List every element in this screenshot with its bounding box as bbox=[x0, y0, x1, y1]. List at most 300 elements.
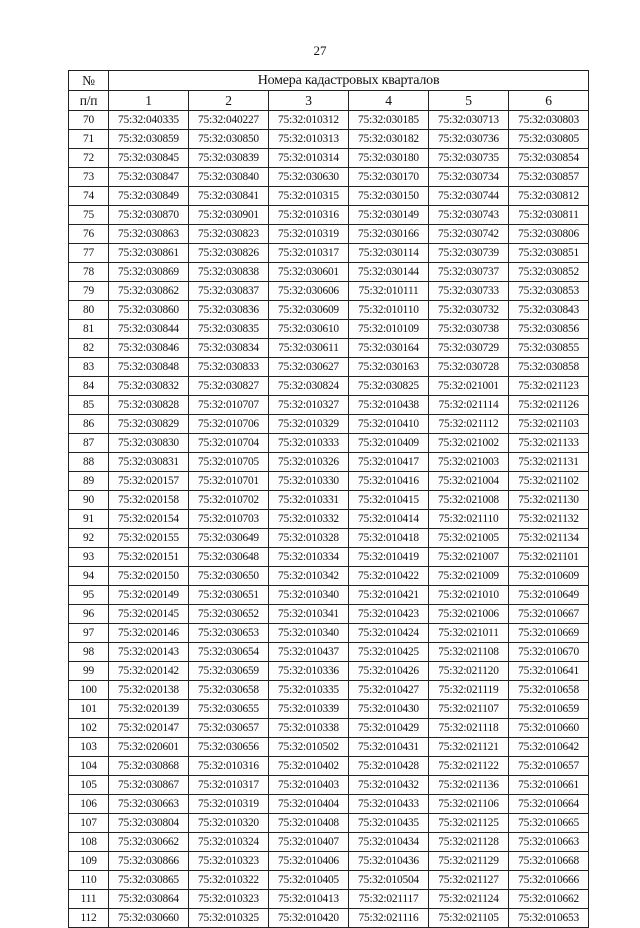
cadastral-number-cell: 75:32:020143 bbox=[109, 643, 189, 662]
table-row bbox=[69, 472, 589, 491]
cadastral-number-cell: 75:32:030850 bbox=[189, 130, 269, 149]
row-number: 105 bbox=[69, 776, 109, 795]
cadastral-number-cell: 75:32:010428 bbox=[349, 757, 429, 776]
cadastral-number-cell: 75:32:010320 bbox=[189, 814, 269, 833]
cadastral-number-cell: 75:32:030144 bbox=[349, 263, 429, 282]
cadastral-number-cell: 75:32:030860 bbox=[109, 301, 189, 320]
cadastral-number-cell: 75:32:030812 bbox=[509, 187, 589, 206]
cadastral-number-cell: 75:32:010403 bbox=[269, 776, 349, 795]
cadastral-number-cell: 75:32:010504 bbox=[349, 871, 429, 890]
cadastral-number-cell: 75:32:030833 bbox=[189, 358, 269, 377]
cadastral-number-cell: 75:32:010424 bbox=[349, 624, 429, 643]
cadastral-number-cell: 75:32:030858 bbox=[509, 358, 589, 377]
cadastral-number-cell: 75:32:030164 bbox=[349, 339, 429, 358]
cadastral-number-cell: 75:32:030166 bbox=[349, 225, 429, 244]
table-row bbox=[69, 225, 589, 244]
cadastral-number-cell: 75:32:021107 bbox=[429, 700, 509, 719]
row-number: 100 bbox=[69, 681, 109, 700]
cadastral-number-cell: 75:32:030185 bbox=[349, 111, 429, 130]
cadastral-number-cell: 75:32:010427 bbox=[349, 681, 429, 700]
row-number: 89 bbox=[69, 472, 109, 491]
cadastral-number-cell: 75:32:021001 bbox=[429, 377, 509, 396]
cadastral-number-cell: 75:32:010707 bbox=[189, 396, 269, 415]
cadastral-number-cell: 75:32:021011 bbox=[429, 624, 509, 643]
cadastral-number-cell: 75:32:030606 bbox=[269, 282, 349, 301]
cadastral-number-cell: 75:32:010649 bbox=[509, 586, 589, 605]
column-header: 4 bbox=[349, 91, 429, 111]
cadastral-number-cell: 75:32:010335 bbox=[269, 681, 349, 700]
column-header: 6 bbox=[509, 91, 589, 111]
cadastral-number-cell: 75:32:010324 bbox=[189, 833, 269, 852]
row-number: 81 bbox=[69, 320, 109, 339]
row-number: 110 bbox=[69, 871, 109, 890]
cadastral-number-cell: 75:32:010659 bbox=[509, 700, 589, 719]
table-row bbox=[69, 624, 589, 643]
cadastral-number-cell: 75:32:021121 bbox=[429, 738, 509, 757]
cadastral-number-cell: 75:32:010332 bbox=[269, 510, 349, 529]
cadastral-number-cell: 75:32:010326 bbox=[269, 453, 349, 472]
row-number: 91 bbox=[69, 510, 109, 529]
cadastral-number-cell: 75:32:010402 bbox=[269, 757, 349, 776]
cadastral-number-cell: 75:32:010340 bbox=[269, 624, 349, 643]
row-number: 80 bbox=[69, 301, 109, 320]
cadastral-number-cell: 75:32:010423 bbox=[349, 605, 429, 624]
cadastral-number-cell: 75:32:030827 bbox=[189, 377, 269, 396]
row-number: 84 bbox=[69, 377, 109, 396]
cadastral-number-cell: 75:32:010406 bbox=[269, 852, 349, 871]
cadastral-number-cell: 75:32:030824 bbox=[269, 377, 349, 396]
cadastral-number-cell: 75:32:020154 bbox=[109, 510, 189, 529]
cadastral-number-cell: 75:32:010662 bbox=[509, 890, 589, 909]
cadastral-number-cell: 75:32:030839 bbox=[189, 149, 269, 168]
row-number: 107 bbox=[69, 814, 109, 833]
column-header: 1 bbox=[109, 91, 189, 111]
cadastral-number-cell: 75:32:030856 bbox=[509, 320, 589, 339]
cadastral-number-cell: 75:32:010420 bbox=[269, 909, 349, 928]
cadastral-number-cell: 75:32:021101 bbox=[509, 548, 589, 567]
cadastral-number-cell: 75:32:010340 bbox=[269, 586, 349, 605]
table-row bbox=[69, 567, 589, 586]
cadastral-number-cell: 75:32:030868 bbox=[109, 757, 189, 776]
cadastral-number-cell: 75:32:010405 bbox=[269, 871, 349, 890]
table-row bbox=[69, 149, 589, 168]
cadastral-number-cell: 75:32:030851 bbox=[509, 244, 589, 263]
cadastral-number-cell: 75:32:030869 bbox=[109, 263, 189, 282]
cadastral-number-cell: 75:32:030836 bbox=[189, 301, 269, 320]
cadastral-number-cell: 75:32:020138 bbox=[109, 681, 189, 700]
row-number: 95 bbox=[69, 586, 109, 605]
cadastral-number-cell: 75:32:010319 bbox=[269, 225, 349, 244]
cadastral-number-cell: 75:32:021009 bbox=[429, 567, 509, 586]
cadastral-number-cell: 75:32:010642 bbox=[509, 738, 589, 757]
cadastral-number-cell: 75:32:030837 bbox=[189, 282, 269, 301]
cadastral-number-cell: 75:32:010111 bbox=[349, 282, 429, 301]
cadastral-number-cell: 75:32:030729 bbox=[429, 339, 509, 358]
cadastral-number-cell: 75:32:030736 bbox=[429, 130, 509, 149]
table-row bbox=[69, 415, 589, 434]
cadastral-number-cell: 75:32:030901 bbox=[189, 206, 269, 225]
row-number: 73 bbox=[69, 168, 109, 187]
row-number: 103 bbox=[69, 738, 109, 757]
cadastral-number-cell: 75:32:030609 bbox=[269, 301, 349, 320]
cadastral-number-cell: 75:32:021003 bbox=[429, 453, 509, 472]
cadastral-number-cell: 75:32:010657 bbox=[509, 757, 589, 776]
cadastral-number-cell: 75:32:010417 bbox=[349, 453, 429, 472]
cadastral-number-cell: 75:32:030825 bbox=[349, 377, 429, 396]
cadastral-number-cell: 75:32:030803 bbox=[509, 111, 589, 130]
cadastral-number-cell: 75:32:021127 bbox=[429, 871, 509, 890]
column-header: 5 bbox=[429, 91, 509, 111]
table-row bbox=[69, 168, 589, 187]
cadastral-number-cell: 75:32:030652 bbox=[189, 605, 269, 624]
row-number: 106 bbox=[69, 795, 109, 814]
cadastral-number-cell: 75:32:010414 bbox=[349, 510, 429, 529]
cadastral-number-cell: 75:32:010408 bbox=[269, 814, 349, 833]
row-number: 112 bbox=[69, 909, 109, 928]
cadastral-number-cell: 75:32:030653 bbox=[189, 624, 269, 643]
row-number: 83 bbox=[69, 358, 109, 377]
cadastral-number-cell: 75:32:030859 bbox=[109, 130, 189, 149]
cadastral-number-cell: 75:32:021132 bbox=[509, 510, 589, 529]
cadastral-number-cell: 75:32:030861 bbox=[109, 244, 189, 263]
table-row bbox=[69, 377, 589, 396]
row-number: 75 bbox=[69, 206, 109, 225]
cadastral-number-cell: 75:32:010334 bbox=[269, 548, 349, 567]
cadastral-number-cell: 75:32:030830 bbox=[109, 434, 189, 453]
cadastral-number-cell: 75:32:010437 bbox=[269, 643, 349, 662]
row-number: 87 bbox=[69, 434, 109, 453]
cadastral-number-cell: 75:32:030862 bbox=[109, 282, 189, 301]
row-number: 70 bbox=[69, 111, 109, 130]
cadastral-number-cell: 75:32:030841 bbox=[189, 187, 269, 206]
table-row bbox=[69, 548, 589, 567]
cadastral-number-cell: 75:32:021110 bbox=[429, 510, 509, 529]
row-number: 102 bbox=[69, 719, 109, 738]
cadastral-number-cell: 75:32:010313 bbox=[269, 130, 349, 149]
cadastral-number-cell: 75:32:010329 bbox=[269, 415, 349, 434]
cadastral-number-cell: 75:32:030149 bbox=[349, 206, 429, 225]
table-row bbox=[69, 396, 589, 415]
cadastral-number-cell: 75:32:010407 bbox=[269, 833, 349, 852]
row-number: 82 bbox=[69, 339, 109, 358]
row-number: 108 bbox=[69, 833, 109, 852]
cadastral-number-cell: 75:32:010333 bbox=[269, 434, 349, 453]
cadastral-number-cell: 75:32:020149 bbox=[109, 586, 189, 605]
cadastral-number-cell: 75:32:010705 bbox=[189, 453, 269, 472]
row-number: 79 bbox=[69, 282, 109, 301]
row-number: 98 bbox=[69, 643, 109, 662]
cadastral-number-cell: 75:32:021112 bbox=[429, 415, 509, 434]
cadastral-number-cell: 75:32:030829 bbox=[109, 415, 189, 434]
cadastral-number-cell: 75:32:020157 bbox=[109, 472, 189, 491]
cadastral-number-cell: 75:32:020142 bbox=[109, 662, 189, 681]
cadastral-number-cell: 75:32:021131 bbox=[509, 453, 589, 472]
cadastral-number-cell: 75:32:030848 bbox=[109, 358, 189, 377]
cadastral-number-cell: 75:32:021126 bbox=[509, 396, 589, 415]
cadastral-number-cell: 75:32:030735 bbox=[429, 149, 509, 168]
cadastral-number-cell: 75:32:010434 bbox=[349, 833, 429, 852]
cadastral-number-cell: 75:32:010317 bbox=[189, 776, 269, 795]
cadastral-number-cell: 75:32:010342 bbox=[269, 567, 349, 586]
table-row bbox=[69, 244, 589, 263]
cadastral-number-cell: 75:32:020601 bbox=[109, 738, 189, 757]
table-row bbox=[69, 909, 589, 928]
cadastral-number-cell: 75:32:010432 bbox=[349, 776, 429, 795]
cadastral-number-cell: 75:32:020146 bbox=[109, 624, 189, 643]
cadastral-number-cell: 75:32:010416 bbox=[349, 472, 429, 491]
cadastral-number-cell: 75:32:010701 bbox=[189, 472, 269, 491]
cadastral-number-cell: 75:32:021118 bbox=[429, 719, 509, 738]
cadastral-number-cell: 75:32:021117 bbox=[349, 890, 429, 909]
cadastral-number-cell: 75:32:021129 bbox=[429, 852, 509, 871]
row-number: 101 bbox=[69, 700, 109, 719]
cadastral-number-cell: 75:32:021108 bbox=[429, 643, 509, 662]
row-number: 93 bbox=[69, 548, 109, 567]
row-number: 92 bbox=[69, 529, 109, 548]
row-number: 86 bbox=[69, 415, 109, 434]
cadastral-number-cell: 75:32:021122 bbox=[429, 757, 509, 776]
cadastral-number-cell: 75:32:021133 bbox=[509, 434, 589, 453]
cadastral-number-cell: 75:32:030739 bbox=[429, 244, 509, 263]
cadastral-number-cell: 75:32:010435 bbox=[349, 814, 429, 833]
cadastral-number-cell: 75:32:010429 bbox=[349, 719, 429, 738]
cadastral-number-cell: 75:32:021006 bbox=[429, 605, 509, 624]
cadastral-number-cell: 75:32:010316 bbox=[269, 206, 349, 225]
cadastral-number-cell: 75:32:030732 bbox=[429, 301, 509, 320]
cadastral-number-cell: 75:32:030744 bbox=[429, 187, 509, 206]
cadastral-number-cell: 75:32:021125 bbox=[429, 814, 509, 833]
cadastral-number-cell: 75:32:030844 bbox=[109, 320, 189, 339]
cadastral-number-cell: 75:32:010702 bbox=[189, 491, 269, 510]
row-number: 77 bbox=[69, 244, 109, 263]
cadastral-number-cell: 75:32:030657 bbox=[189, 719, 269, 738]
cadastral-number-cell: 75:32:010667 bbox=[509, 605, 589, 624]
row-number: 99 bbox=[69, 662, 109, 681]
table-row bbox=[69, 738, 589, 757]
cadastral-number-cell: 75:32:010502 bbox=[269, 738, 349, 757]
cadastral-number-cell: 75:32:030743 bbox=[429, 206, 509, 225]
table-row bbox=[69, 206, 589, 225]
row-number: 72 bbox=[69, 149, 109, 168]
cadastral-number-cell: 75:32:030610 bbox=[269, 320, 349, 339]
cadastral-number-cell: 75:32:030655 bbox=[189, 700, 269, 719]
table-row bbox=[69, 263, 589, 282]
cadastral-number-cell: 75:32:021130 bbox=[509, 491, 589, 510]
cadastral-number-cell: 75:32:010670 bbox=[509, 643, 589, 662]
cadastral-number-cell: 75:32:010438 bbox=[349, 396, 429, 415]
cadastral-number-cell: 75:32:010703 bbox=[189, 510, 269, 529]
cadastral-number-cell: 75:32:030737 bbox=[429, 263, 509, 282]
cadastral-number-cell: 75:32:030180 bbox=[349, 149, 429, 168]
cadastral-number-cell: 75:32:010418 bbox=[349, 529, 429, 548]
table-row bbox=[69, 434, 589, 453]
cadastral-number-cell: 75:32:010436 bbox=[349, 852, 429, 871]
cadastral-number-cell: 75:32:030864 bbox=[109, 890, 189, 909]
table-row bbox=[69, 130, 589, 149]
cadastral-number-cell: 75:32:040227 bbox=[189, 111, 269, 130]
cadastral-number-cell: 75:32:030170 bbox=[349, 168, 429, 187]
table-row bbox=[69, 586, 589, 605]
cadastral-number-cell: 75:32:021124 bbox=[429, 890, 509, 909]
cadastral-number-cell: 75:32:030611 bbox=[269, 339, 349, 358]
cadastral-number-cell: 75:32:030656 bbox=[189, 738, 269, 757]
table-row bbox=[69, 795, 589, 814]
cadastral-number-cell: 75:32:010312 bbox=[269, 111, 349, 130]
cadastral-number-cell: 75:32:010661 bbox=[509, 776, 589, 795]
cadastral-number-cell: 75:32:021103 bbox=[509, 415, 589, 434]
cadastral-number-cell: 75:32:021102 bbox=[509, 472, 589, 491]
cadastral-number-cell: 75:32:030738 bbox=[429, 320, 509, 339]
table-row bbox=[69, 890, 589, 909]
table-row bbox=[69, 814, 589, 833]
header-number-sign: № bbox=[69, 71, 109, 91]
table-row bbox=[69, 491, 589, 510]
cadastral-number-cell: 75:32:030849 bbox=[109, 187, 189, 206]
table-row bbox=[69, 605, 589, 624]
row-number: 104 bbox=[69, 757, 109, 776]
cadastral-number-cell: 75:32:030630 bbox=[269, 168, 349, 187]
cadastral-number-cell: 75:32:030114 bbox=[349, 244, 429, 263]
cadastral-number-cell: 75:32:010665 bbox=[509, 814, 589, 833]
cadastral-number-cell: 75:32:010339 bbox=[269, 700, 349, 719]
cadastral-number-cell: 75:32:021116 bbox=[349, 909, 429, 928]
header-row-columns bbox=[69, 91, 589, 111]
cadastral-number-cell: 75:32:030826 bbox=[189, 244, 269, 263]
cadastral-number-cell: 75:32:030601 bbox=[269, 263, 349, 282]
cadastral-number-cell: 75:32:030648 bbox=[189, 548, 269, 567]
cadastral-number-cell: 75:32:010323 bbox=[189, 852, 269, 871]
cadastral-number-cell: 75:32:010336 bbox=[269, 662, 349, 681]
cadastral-number-cell: 75:32:030163 bbox=[349, 358, 429, 377]
cadastral-number-cell: 75:32:030654 bbox=[189, 643, 269, 662]
cadastral-number-cell: 75:32:010668 bbox=[509, 852, 589, 871]
row-number: 71 bbox=[69, 130, 109, 149]
row-number: 90 bbox=[69, 491, 109, 510]
table-row bbox=[69, 681, 589, 700]
cadastral-number-cell: 75:32:010413 bbox=[269, 890, 349, 909]
row-number: 97 bbox=[69, 624, 109, 643]
cadastral-number-cell: 75:32:030834 bbox=[189, 339, 269, 358]
cadastral-number-cell: 75:32:010609 bbox=[509, 567, 589, 586]
cadastral-number-cell: 75:32:030854 bbox=[509, 149, 589, 168]
table-row bbox=[69, 320, 589, 339]
cadastral-number-cell: 75:32:021004 bbox=[429, 472, 509, 491]
cadastral-number-cell: 75:32:030627 bbox=[269, 358, 349, 377]
cadastral-number-cell: 75:32:030840 bbox=[189, 168, 269, 187]
cadastral-number-cell: 75:32:010409 bbox=[349, 434, 429, 453]
cadastral-number-cell: 75:32:030650 bbox=[189, 567, 269, 586]
table-row bbox=[69, 662, 589, 681]
cadastral-number-cell: 75:32:030823 bbox=[189, 225, 269, 244]
cadastral-number-cell: 75:32:030857 bbox=[509, 168, 589, 187]
cadastral-number-cell: 75:32:030713 bbox=[429, 111, 509, 130]
cadastral-number-cell: 75:32:010415 bbox=[349, 491, 429, 510]
cadastral-number-cell: 75:32:010328 bbox=[269, 529, 349, 548]
cadastral-number-cell: 75:32:030663 bbox=[109, 795, 189, 814]
cadastral-number-cell: 75:32:030870 bbox=[109, 206, 189, 225]
cadastral-quarters-table bbox=[68, 70, 589, 928]
row-number: 74 bbox=[69, 187, 109, 206]
cadastral-number-cell: 75:32:010433 bbox=[349, 795, 429, 814]
table-row bbox=[69, 339, 589, 358]
table-row bbox=[69, 719, 589, 738]
row-number: 88 bbox=[69, 453, 109, 472]
row-number: 96 bbox=[69, 605, 109, 624]
table-row bbox=[69, 700, 589, 719]
cadastral-number-cell: 75:32:020147 bbox=[109, 719, 189, 738]
cadastral-number-cell: 75:32:021008 bbox=[429, 491, 509, 510]
table-row bbox=[69, 187, 589, 206]
cadastral-number-cell: 75:32:030742 bbox=[429, 225, 509, 244]
cadastral-number-cell: 75:32:010704 bbox=[189, 434, 269, 453]
cadastral-number-cell: 75:32:030660 bbox=[109, 909, 189, 928]
cadastral-number-cell: 75:32:030866 bbox=[109, 852, 189, 871]
table-row bbox=[69, 776, 589, 795]
column-header: 2 bbox=[189, 91, 269, 111]
header-row-top bbox=[69, 71, 589, 91]
cadastral-number-cell: 75:32:030734 bbox=[429, 168, 509, 187]
cadastral-number-cell: 75:32:021002 bbox=[429, 434, 509, 453]
table-row bbox=[69, 510, 589, 529]
table-row bbox=[69, 852, 589, 871]
cadastral-number-cell: 75:32:010325 bbox=[189, 909, 269, 928]
cadastral-number-cell: 75:32:021007 bbox=[429, 548, 509, 567]
column-header: 3 bbox=[269, 91, 349, 111]
cadastral-number-cell: 75:32:010341 bbox=[269, 605, 349, 624]
cadastral-number-cell: 75:32:030838 bbox=[189, 263, 269, 282]
row-number: 78 bbox=[69, 263, 109, 282]
cadastral-number-cell: 75:32:030828 bbox=[109, 396, 189, 415]
cadastral-number-cell: 75:32:010425 bbox=[349, 643, 429, 662]
cadastral-number-cell: 75:32:010404 bbox=[269, 795, 349, 814]
cadastral-number-cell: 75:32:020150 bbox=[109, 567, 189, 586]
cadastral-number-cell: 75:32:021106 bbox=[429, 795, 509, 814]
cadastral-number-cell: 75:32:020155 bbox=[109, 529, 189, 548]
cadastral-number-cell: 75:32:010323 bbox=[189, 890, 269, 909]
cadastral-number-cell: 75:32:030658 bbox=[189, 681, 269, 700]
row-number: 109 bbox=[69, 852, 109, 871]
cadastral-number-cell: 75:32:020139 bbox=[109, 700, 189, 719]
cadastral-number-cell: 75:32:010669 bbox=[509, 624, 589, 643]
cadastral-number-cell: 75:32:010430 bbox=[349, 700, 429, 719]
cadastral-number-cell: 75:32:040335 bbox=[109, 111, 189, 130]
cadastral-number-cell: 75:32:030805 bbox=[509, 130, 589, 149]
cadastral-number-cell: 75:32:030150 bbox=[349, 187, 429, 206]
cadastral-number-cell: 75:32:030835 bbox=[189, 320, 269, 339]
cadastral-number-cell: 75:32:030863 bbox=[109, 225, 189, 244]
cadastral-number-cell: 75:32:010331 bbox=[269, 491, 349, 510]
cadastral-number-cell: 75:32:010322 bbox=[189, 871, 269, 890]
cadastral-number-cell: 75:32:030182 bbox=[349, 130, 429, 149]
cadastral-number-cell: 75:32:030832 bbox=[109, 377, 189, 396]
cadastral-number-cell: 75:32:021005 bbox=[429, 529, 509, 548]
cadastral-number-cell: 75:32:020151 bbox=[109, 548, 189, 567]
cadastral-number-cell: 75:32:010419 bbox=[349, 548, 429, 567]
cadastral-number-cell: 75:32:030831 bbox=[109, 453, 189, 472]
header-title: Номера кадастровых кварталов bbox=[109, 71, 589, 91]
cadastral-number-cell: 75:32:030846 bbox=[109, 339, 189, 358]
cadastral-number-cell: 75:32:021119 bbox=[429, 681, 509, 700]
table-row bbox=[69, 282, 589, 301]
table-body bbox=[69, 111, 589, 928]
cadastral-number-cell: 75:32:010666 bbox=[509, 871, 589, 890]
cadastral-number-cell: 75:32:010641 bbox=[509, 662, 589, 681]
cadastral-number-cell: 75:32:010314 bbox=[269, 149, 349, 168]
cadastral-number-cell: 75:32:010319 bbox=[189, 795, 269, 814]
cadastral-number-cell: 75:32:030867 bbox=[109, 776, 189, 795]
cadastral-number-cell: 75:32:010421 bbox=[349, 586, 429, 605]
cadastral-number-cell: 75:32:021120 bbox=[429, 662, 509, 681]
